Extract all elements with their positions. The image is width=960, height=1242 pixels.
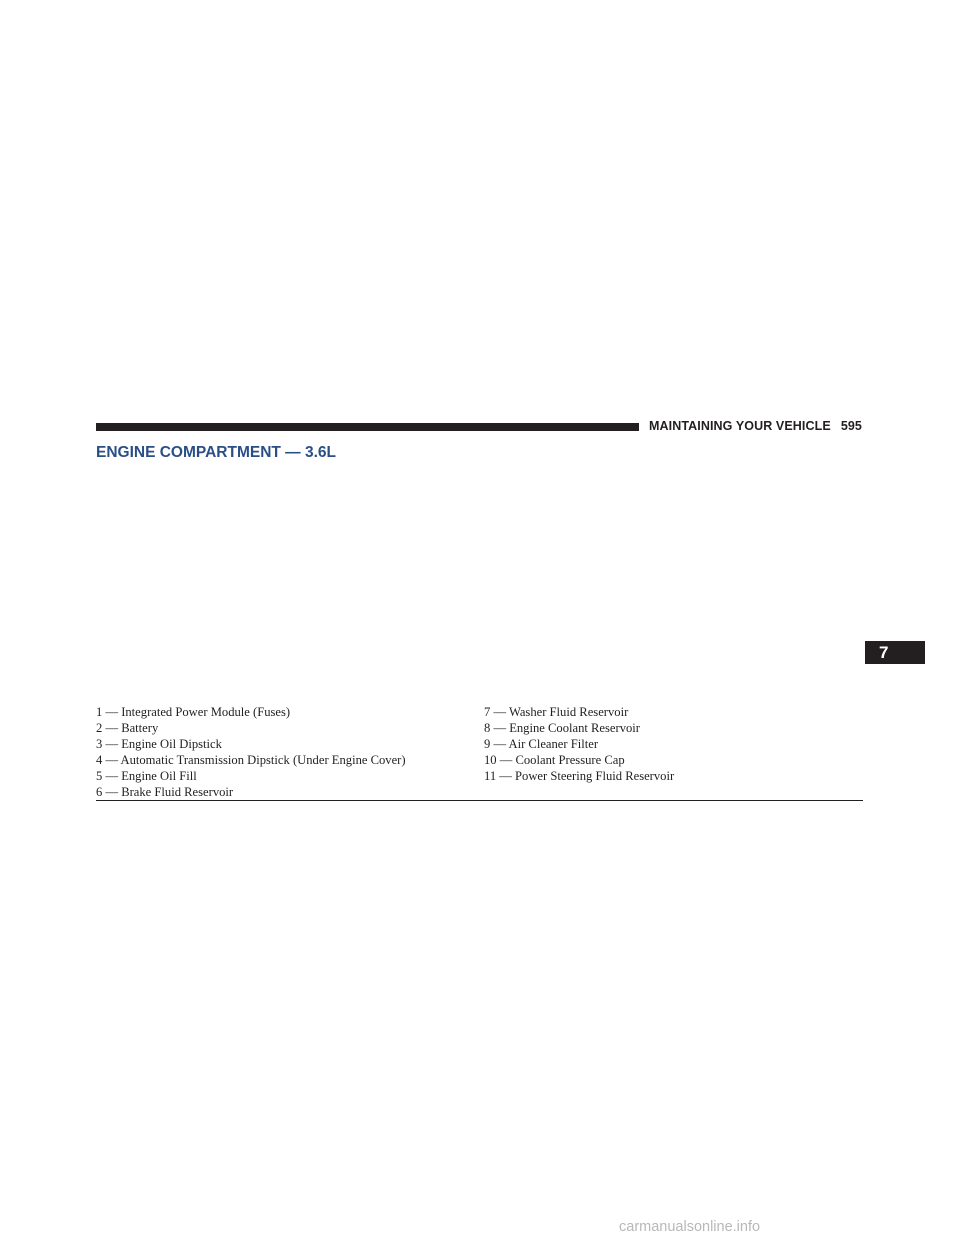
watermark: carmanualsonline.info — [619, 1219, 761, 1235]
section-title: ENGINE COMPARTMENT — 3.6L — [96, 444, 336, 461]
legend-item: 9 — Air Cleaner Filter — [484, 737, 599, 751]
legend-item: 8 — Engine Coolant Reservoir — [484, 721, 640, 735]
legend-item: 4 — Automatic Transmission Dipstick (Under Engine Cover) — [96, 753, 406, 767]
page-number: 595 — [840, 419, 862, 433]
legend-bottom-rule — [96, 800, 863, 801]
legend-item: 3 — Engine Oil Dipstick — [96, 737, 222, 751]
legend-item: 11 — Power Steering Fluid Reservoir — [484, 769, 675, 783]
chapter-tab — [865, 641, 925, 664]
legend-item: 5 — Engine Oil Fill — [96, 769, 197, 783]
header-rule — [96, 423, 639, 431]
legend-item: 10 — Coolant Pressure Cap — [484, 753, 625, 767]
legend-item: 2 — Battery — [96, 721, 159, 735]
legend-item: 1 — Integrated Power Module (Fuses) — [96, 705, 291, 719]
legend-right-column — [484, 704, 674, 784]
legend-left-column — [96, 704, 406, 800]
legend-item: 7 — Washer Fluid Reservoir — [484, 705, 629, 719]
chapter-number: 7 — [879, 643, 889, 662]
running-header — [649, 418, 862, 434]
legend-item: 6 — Brake Fluid Reservoir — [96, 785, 234, 799]
header-section-title: MAINTAINING YOUR VEHICLE — [649, 419, 831, 433]
